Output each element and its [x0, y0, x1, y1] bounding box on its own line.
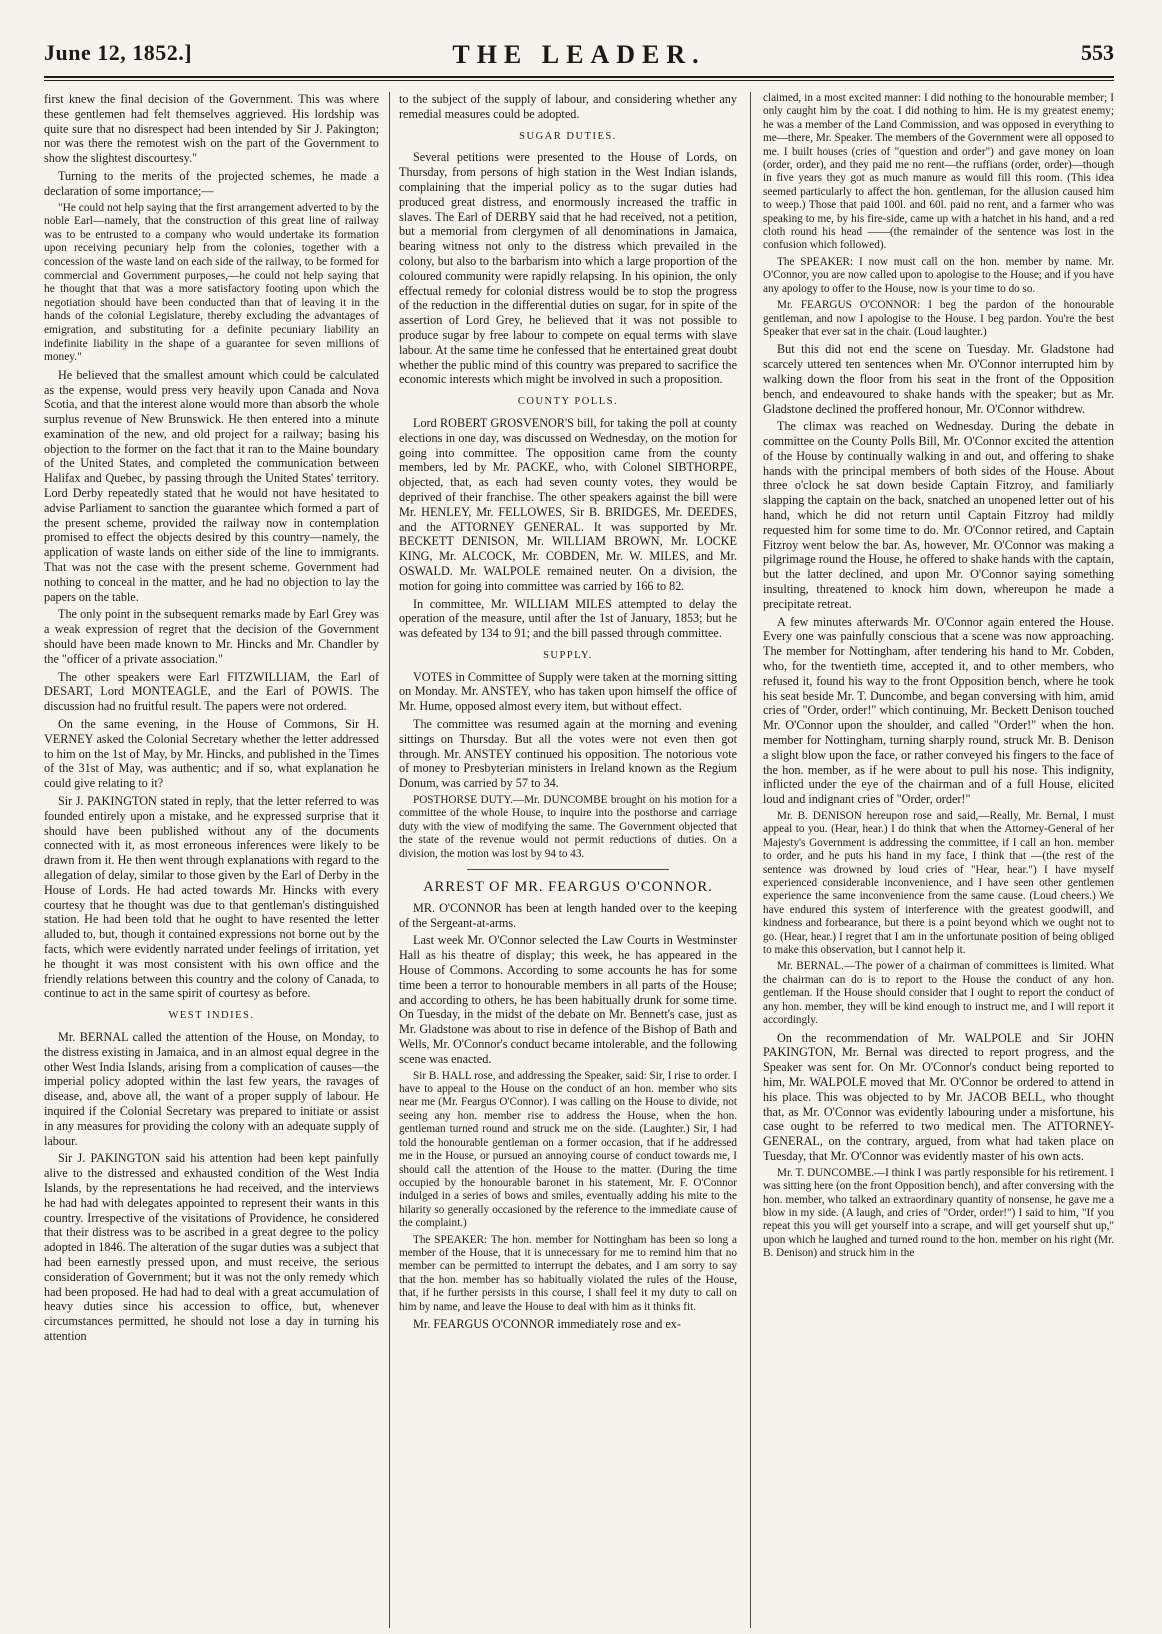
paragraph: On the same evening, in the House of Commons, Sir H. VERNEY asked the Colonial Secretary whether the letter addressed to him on the 1st of May, by Mr. Hincks, and published in the Times of the 31st of May, was authentic; and if so, what explanation he could give relating to it?: [44, 717, 379, 791]
section-heading-sugar-duties: SUGAR DUTIES.: [519, 130, 617, 142]
paragraph: VOTES in Committee of Supply were taken at the morning sitting on Monday. Mr. ANSTEY, who has taken upon himself the office of Mr. Hume, opposed almost every item, but without effect.: [399, 669, 737, 714]
column-3: [763, 92, 1114, 1628]
paragraph: Mr. T. DUNCOMBE.—I think I was partly responsible for his retirement. I was sitting here (on the front Opposition bench), and after conversing with the hon. member, who talked an extraordinary quantity of nonsense, he gave me a blow in my side. (A laugh, and cries of "Order, order!") I said to him, "If you repeat this you will get yourself into a scrape, and will get yourself shut up," upon which he laughed and turned round to the hon. member on his right (Mr. B. Denison) and struck him in the: [763, 1166, 1114, 1260]
section-separator: [467, 869, 670, 870]
paragraph: The only point in the subsequent remarks made by Earl Grey was a weak expression of regret that the decision of the Government should have been made known to Mr. Hincks and Mr. Chandler by the "officer of a private association.": [44, 607, 379, 666]
column-divider: [750, 92, 751, 1628]
page-number: 553: [1081, 40, 1114, 65]
paragraph: Sir J. PAKINGTON said his attention had been kept painfully alive to the distressed and exhausted condition of the West India Islands, by the representations he had received, and the interviews he had had with delegates appointed to represent their wants in this country. Irrespective of the visitations of Providence, he considered that their distress was to be ascribed in a great degree to the policy adopted in 1846. The alteration of the sugar duties was a subject that had been earnestly pressed upon, and must receive, the serious consideration of Government; but it was not the only remedy which had been proposed. He had had to deal with a great accumulation of heavy duties since his accession to office, but, whenever circumstances permitted, he should not lose a day in turning his attention: [44, 1151, 379, 1343]
paragraph: A few minutes afterwards Mr. O'Connor again entered the House. Every one was painfully conscious that a scene was now approaching. The member for Nottingham, after tendering his hand to Mr. Cobden, who, for the twentieth time, accepted it, and to other members, who refused it, found his way to the front Opposition bench, where he took his seat beside Mr. T. Duncombe, and began conversing with him, amid cries of "Order, order!" which continuing, Mr. Beckett Denison touched Mr. O'Connor upon the shoulder, and called "Order!" when the hon. member for Nottingham, turning sharply round, struck Mr. B. Denison a slight blow upon the face, or rather conveyed his fingers to the face of the hon. member, as if he were about to pull his nose. This indignity, inflicted under the eye of the chairman and of a full House, elicited loud and indignant cries of "Order, order!": [763, 614, 1114, 807]
quote-paragraph: "He could not help saying that the first arrangement adverted to by the noble Earl—namely, that the construction of this great line of railway was to be entrusted to a company who would undertake its formation upon receiving pecuniary help from the colonies, together with a concession of the waste land on each side of the railway, to be formed for commercial and Government purposes,—he could not help saying that he thought that that was a more satisfactory footing upon which the negotiation should have been conducted than that of leaving it in the hands of the colonial Legislature, thereby excluding the advantages of emigration, and substituting for a definite pecuniary liability an indefinite liability in the shape of a guarantee for seven millions of money.": [44, 201, 379, 364]
section-heading-arrest: ARREST OF MR. FEARGUS O'CONNOR.: [423, 879, 713, 896]
masthead: [44, 40, 1114, 74]
issue-date: June 12, 1852.]: [44, 40, 193, 65]
paragraph: The SPEAKER: The hon. member for Nottingham has been so long a member of the House, that it is unnecessary for me to remind him that no member can be permitted to interrupt the debates, and I am sorry to say that the hon. member has so habitually violated the rules of the House, that, if he further persists in this course, I shall feel it my duty to call on him by name, and leave the House to deal with him as it thinks fit.: [399, 1233, 737, 1313]
paragraph: Mr. FEARGUS O'CONNOR immediately rose and ex-: [413, 1316, 681, 1331]
column-1: [44, 92, 379, 1628]
paragraph: The committee was resumed again at the morning and evening sittings on Thursday. But all the votes were not even then got through. Mr. ANSTEY continued his opposition. The notorious vote of money to Presbyterian ministers in Ireland known as the Regium Donum, was carried by 57 to 34.: [399, 717, 737, 791]
paragraph: first knew the final decision of the Government. This was where these gentlemen had felt themselves aggrieved. His lordship was quite sure that no disrespect had been intended by Sir J. Pakington; nor was there the remotest wish on the part of the Government to show the slightest discourtesy.": [44, 92, 379, 166]
paragraph: POSTHORSE DUTY.—Mr. DUNCOMBE brought on his motion for a committee of the whole House, to inquire into the posthorse and carriage duty with the view of modifying the same. The Government objected that the state of the revenue would not permit reductions of duties. On a division, the motion was lost by 94 to 43.: [399, 794, 737, 860]
paragraph: Last week Mr. O'Connor selected the Law Courts in Westminster Hall as his theatre of display; this week, he has appeared in the House of Commons. According to some accounts he has for some time been a terror to honourable members in all parts of the House; and according to others, he has been habitually drunk for some time. On Tuesday, in the midst of the debate on Mr. Bennett's case, just as Mr. Gladstone was about to rise in defence of the Bishop of Bath and Wells, Mr. O'Connor's conduct became intolerable, and the following scene was enacted.: [399, 933, 737, 1066]
paragraph: to the subject of the supply of labour, and considering whether any remedial measures could be adopted.: [399, 92, 737, 121]
section-heading-county-polls: COUNTY POLLS.: [517, 396, 619, 408]
paragraph: Sir J. PAKINGTON stated in reply, that the letter referred to was founded entirely upon a mistake, and he expressed surprise that it should have been published without any of the documents connected with it, as most erroneous inferences were likely to be drawn from it. He then went through explanations with regard to the allegation of delay, similar to those given by the Earl of Derby in the House of Lords. He had acted towards Mr. Hincks with every courtesy that he thought was due to that gentleman's distinguished station. He had been told that he ought to have resented the letter alluded to, but, though it contained expressions not borne out by the facts, which were evidently narrated under feelings of irritation, yet he thought it was most consistent with his own office and the friendly relations between this country and the colony of Canada, to continue to act in the same spirit of courtesy as before.: [44, 794, 379, 1001]
column-2: [399, 92, 737, 1628]
paragraph: Mr. BERNAL called the attention of the House, on Monday, to the distress existing in Jamaica, and in an almost equal degree in the other West India Islands, arising from a complication of causes—the imperial policy adopted within the last few years, the ravages of disease, and, above all, the want of a proper supply of labour. He inquired if the Colonial Secretary was prepared to initiate or assist in any measures for providing the colony with an adequate supply of labour.: [44, 1029, 379, 1148]
section-heading-supply: SUPPLY.: [543, 649, 593, 661]
newspaper-title: THE LEADER.: [452, 40, 706, 69]
paragraph: On the recommendation of Mr. WALPOLE and Sir JOHN PAKINGTON, Mr. Bernal was directed to report progress, and the Speaker was sent for. On Mr. O'Connor's conduct being reported to him, Mr. WALPOLE moved that Mr. O'Connor be ordered to attend in his place. This was objected to by Mr. JACOB BELL, who thought that, as Mr. O'Connor was evidently labouring under a misfortune, his case ought to be referred to two medical men. The ATTORNEY-GENERAL, on the contrary, argued, from what had taken place on Tuesday, that Mr. O'Connor was evidently master of his own acts.: [763, 1030, 1114, 1163]
paragraph: Mr. FEARGUS O'CONNOR: I beg the pardon of the honourable gentleman, and now I apologise to the House. I beg pardon. You're the best Speaker that ever sat in the chair. (Loud laughter.): [763, 299, 1114, 338]
paragraph: claimed, in a most excited manner: I did nothing to the honourable member; I only caught him by the coat. I did nothing to him. He is my greatest enemy; he was a member of the Land Commission, and was opposed in everything to me—there, Mr. Speaker. The members of the Government were all opposed to me. I built houses (cries of "question and order") and gave money on loan (order, order), and they paid me no rent—the ruffians (order, order)—though in five years they got as much manure as would fill this room. (This idea seemed particularly to affect the hon. gentleman, for the allusion caused him to weep.) Those that paid 100l. and 60l. paid no rent, and a farmer who was speaking to me, by his fire-side, came up with a hatchet in his hand, and a red cloth round his head ——(the remainder of the sentence was lost in the confusion which followed).: [763, 92, 1114, 252]
paragraph: The SPEAKER: I now must call on the hon. member by name. Mr. O'Connor, you are now called upon to apologise to the House; and if you have any apology to offer to the House, now is your time to do so.: [763, 255, 1114, 295]
column-divider: [389, 92, 390, 1628]
paragraph: MR. O'CONNOR has been at length handed over to the keeping of the Sergeant-at-arms.: [399, 900, 737, 930]
section-heading-west-indies: WEST INDIES.: [168, 1010, 255, 1022]
paragraph: Lord ROBERT GROSVENOR'S bill, for taking the poll at county elections in one day, was discussed on Wednesday, on the motion for going into committee. The opposition came from the county members, led by Mr. PACKE, who, with Colonel SIBTHORPE, objected, that, as each had seven county votes, they would be deprived of their franchise. The other speakers against the bill were Mr. HENLEY, Mr. FELLOWES, Sir B. BRIDGES, Mr. DEEDES, and the ATTORNEY GENERAL. It was supported by Mr. BECKETT DENISON, Mr. WILLIAM BROWN, Mr. LOCKE KING, Mr. ALCOCK, Mr. COBDEN, Mr. W. MILES, and Mr. OSWALD. Mr. WALPOLE remained neuter. On a division, the motion for going into committee was carried by 166 to 82.: [399, 415, 737, 593]
paragraph: In committee, Mr. WILLIAM MILES attempted to delay the operation of the measure, until after the 1st of January, 1853; but he was defeated by 134 to 91; and the bill passed through committee.: [399, 596, 737, 641]
paragraph: The other speakers were Earl FITZWILLIAM, the Earl of DESART, Lord MONTEAGLE, and the Earl of POWIS. The discussion had no fruitful result. The papers were not ordered.: [44, 669, 379, 714]
paragraph: Mr. BERNAL.—The power of a chairman of committees is limited. What the chairman can do is to report to the House the conduct of any hon. gentleman. If the House should consider that I ought to report the conduct of any hon. member, they will be kind enough to instruct me, and I will report it accordingly.: [763, 960, 1114, 1027]
masthead-rule: [44, 76, 1114, 78]
paragraph: Sir B. HALL rose, and addressing the Speaker, said: Sir, I rise to order. I have to appeal to the House on the conduct of an hon. member who sits near me (Mr. Feargus O'Connor). I was calling on the House to divide, not seeing any hon. member rise to address the House, when the hon. gentleman turned round and struck me on the side. (Laughter.) Sir, I had told the honourable gentleman on a former occasion, that if he addressed me in the House, or pursued an annoying course of conduct towards me, I should call the attention of the House to the matter. (During the time occupied by the honourable baronet in his statement, Mr. F. O'Connor indulged in a series of bows and smiles, eventually adding his mite to the hilarity so generally occasioned by the reference to the immediate cause of the complaint.): [399, 1069, 737, 1230]
paragraph: Mr. B. DENISON hereupon rose and said,—Really, Mr. Bernal, I must appeal to you. (Hear, hear.) I do think that when the Attorney-General of her Majesty's Government is addressing the committee, if I call an hon. member to order, and he puts his hand in my face, I think that —(the rest of the sentence was drowned by loud cries of "Hear, hear.") I have myself experienced considerable inconvenience, and I have seen other gentlemen experience the same inconvenience from the same cause. (Loud cheers.) We have endured this system of interference with the greatest goodwill, and kindness and forbearance, but there is a point beyond which we ought not to go. (Hear, hear.) I regret that I am in the unfortunate position of being obliged to make this observation, but I cannot help it.: [763, 810, 1114, 957]
masthead-rule-thin: [44, 80, 1114, 81]
paragraph: The climax was reached on Wednesday. During the debate in committee on the County Polls Bill, Mr. O'Connor excited the attention of the House by continually walking in and out, and offering to shake hands with the principal members of both sides of the House. About three o'clock he sat down beside Captain Fitzroy, and familiarly slapping the captain on the back, snatched an unopened letter out of his hand, which he did not return until Captain Fitzroy had mildly requested him for some time to do. Mr. O'Connor retired, and Captain Fitzroy went below the bar. As, however, Mr. O'Connor was making a pilgrimage round the House, he offered to shake hands with the captain, but the latter declined, and upon Mr. O'Connor saying something insulting, threatened to knock him down, whereupon he made a precipitate retreat.: [763, 419, 1114, 611]
paragraph: He believed that the smallest amount which could be calculated as the expense, would press very heavily upon Canada and Nova Scotia, and that the interest alone would more than absorb the whole surplus revenue of New Brunswick. He then entered into a minute examination of the new, and old project for a railway; basing his objection to the former on the fact that it ran to the Maine boundary of the United States, and completed the communication between Halifax and Quebec, by passing through the United States' territory. Lord Derby repeatedly stated that he would not have hesitated to advise Parliament to sanction the guarantee which formed a part of the present scheme, provided the railway now in contemplation promised to effect the objects desired by this country—namely, the application of waste lands on either side of the line to immigrants. That was not the case with the present scheme. Government had nothing to conceal in the matter, and he had no objection to lay the papers on the table.: [44, 367, 379, 604]
paragraph: But this did not end the scene on Tuesday. Mr. Gladstone had scarcely uttered ten sentences when Mr. O'Connor interrupted him by walking down the floor from his seat in the front of the Opposition bench, and endeavoured to shake hands with the speaker; but as Mr. Gladstone declined the proffered honour, Mr. O'Connor withdrew.: [763, 342, 1114, 416]
paragraph: Turning to the merits of the projected schemes, he made a declaration of some importance;—: [44, 168, 379, 198]
paragraph: Several petitions were presented to the House of Lords, on Thursday, from persons of high station in the West Indian islands, complaining that the imperial policy as to the sugar duties had produced great distress, and enormously increased the traffic in slaves. The Earl of DERBY said that he had received, not a petition, but a memorial from clergymen of all denominations in Jamaica, bearing witness not only to the distress which prevailed in the colony, but also to the barbarism into which a large proportion of the coloured community were rapidly relapsing. In his opinion, the only effectual remedy for colonial distress would be to stop the progress of the reduction in the differential duties on sugar, for in spite of the assertion of Lord Grey, he believed that it was not possible to produce sugar by free labour to compete on equal terms with slave labour. At the same time he confessed that he entertained great doubt whether the public mind of this country was prepared to sacrifice the economic interests which might be involved in such a proposition.: [399, 150, 737, 387]
